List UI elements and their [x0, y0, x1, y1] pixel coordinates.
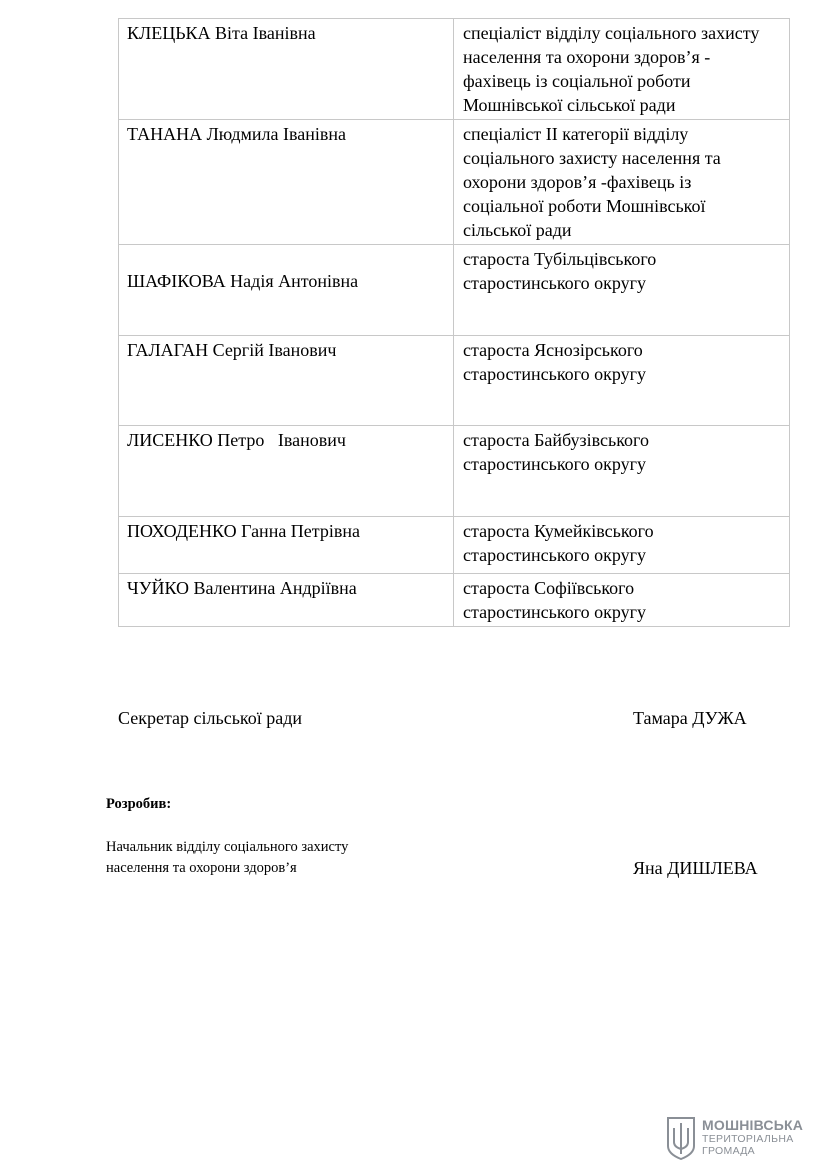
table-row [119, 517, 790, 574]
secretary-title: Секретар сільської ради [118, 708, 303, 728]
name-cell: КЛЕЦЬКА Віта Іванівна [119, 19, 454, 120]
logo-line3: ГРОМАДА [702, 1145, 755, 1157]
position-line: староста Тубільцівського [463, 249, 657, 269]
staff-table [118, 18, 790, 627]
position-cell [454, 120, 790, 245]
secretary-name: Тамара ДУЖА [633, 708, 747, 728]
position-line: староста Софіївського [463, 578, 635, 598]
position-cell [454, 245, 790, 336]
position-line: соціального захисту населення та [463, 148, 721, 168]
position-line: староста Байбузівського [463, 430, 649, 450]
name-cell: ТАНАНА Людмила Іванівна [119, 120, 454, 245]
developer-title-line1: Начальник відділу соціального захисту [106, 839, 349, 855]
logo-line1: МОШНІВСЬКА [702, 1117, 804, 1133]
position-line: Мошнівської сільської ради [463, 95, 676, 115]
table-row [119, 426, 790, 517]
table-row [119, 245, 790, 336]
table-row [119, 336, 790, 426]
developer-label: Розробив: [106, 796, 172, 812]
position-cell [454, 426, 790, 517]
position-cell [454, 19, 790, 120]
name-cell: ЛИСЕНКО Петро Іванович [119, 426, 454, 517]
table-row [119, 19, 790, 120]
position-line: старостинського округу [463, 454, 646, 474]
position-cell [454, 336, 790, 426]
name-cell: ПОХОДЕНКО Ганна Петрівна [119, 517, 454, 574]
trident-emblem-icon [666, 1116, 696, 1160]
position-line: спеціаліст відділу соціального захисту [463, 23, 760, 43]
position-line: фахівець із соціальної роботи [463, 71, 691, 91]
position-line: старостинського округу [463, 273, 646, 293]
table-row [119, 574, 790, 627]
position-line: старостинського округу [463, 364, 646, 384]
position-cell [454, 574, 790, 627]
position-cell [454, 517, 790, 574]
position-line: сільської ради [463, 220, 572, 240]
name-cell: ШАФІКОВА Надія Антонівна [119, 245, 454, 336]
position-line: соціальної роботи Мошнівської [463, 196, 706, 216]
name-cell: ГАЛАГАН Сергій Іванович [119, 336, 454, 426]
position-line: староста Яснозірського [463, 340, 643, 360]
position-line: староста Кумейківського [463, 521, 654, 541]
position-line: спеціаліст ІІ категорії відділу [463, 124, 689, 144]
community-logo [666, 1116, 806, 1162]
position-line: старостинського округу [463, 545, 646, 565]
table-row [119, 120, 790, 245]
position-line: населення та охорони здоров’я - [463, 47, 711, 67]
developer-name: Яна ДИШЛЕВА [633, 858, 758, 878]
name-cell: ЧУЙКО Валентина Андріївна [119, 574, 454, 627]
logo-line2: ТЕРИТОРІАЛЬНА [702, 1133, 794, 1145]
position-line: охорони здоров’я -фахівець із [463, 172, 692, 192]
position-line: старостинського округу [463, 602, 646, 622]
developer-title-line2: населення та охорони здоров’я [106, 860, 297, 876]
